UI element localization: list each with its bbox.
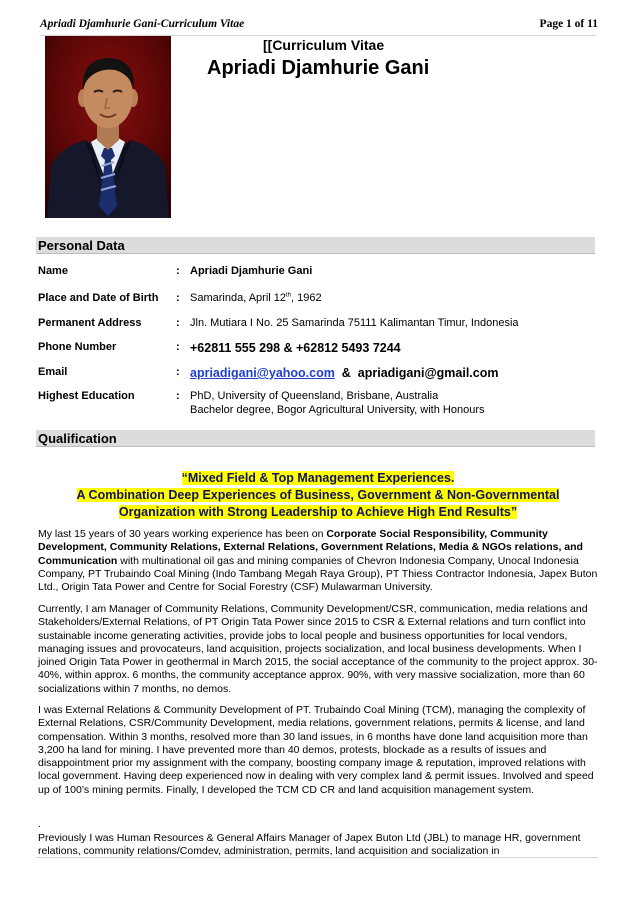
slogan-line-2	[38, 488, 598, 502]
page-number: Page 1 of 11	[539, 18, 598, 30]
colon-separator: :	[176, 366, 180, 378]
colon-separator: :	[176, 317, 180, 329]
slogan-text-3: Organization with Strong Leadership to Achieve High End Results”	[118, 505, 518, 519]
email-label: Email	[38, 366, 68, 378]
education-degree-2: Bachelor degree, Bogor Agricultural University, with Honours	[190, 404, 485, 416]
paragraph-companies: with multinational oil gas and mining companies of Chevron Indonesia Company, Unocal Indonesia Company, PT Trubaindo Coal Mining (Indo Tambang Megah Raya Group), PT Thiess Contractor Indonesia, Japex Buton Ltd., Origin Tata Power and Centre for Social Forestry (CSF) Mulawarman University.	[38, 554, 598, 594]
address-label: Permanent Address	[38, 317, 142, 329]
colon-separator: :	[176, 390, 180, 402]
paragraph-japex-role: Previously I was Human Resources & General Affairs Manager of Japex Buton Ltd (JBL) to manage HR, government relations, community relations/Comdev, administration, permits, land acquisition and socialization in	[38, 832, 581, 858]
paragraph-experience-summary	[38, 528, 600, 594]
education-degree-1: PhD, University of Queensland, Brisbane, Australia	[190, 390, 439, 402]
birth-value	[190, 292, 322, 304]
slogan-line-1	[38, 471, 598, 485]
name-label: Name	[38, 265, 68, 277]
address-value: Jln. Mutiara I No. 25 Samarinda 75111 Kalimantan Timur, Indonesia	[190, 317, 519, 329]
name-value: Apriadi Djamhurie Gani	[190, 265, 313, 277]
candidate-name: Apriadi Djamhurie Gani	[207, 57, 430, 79]
birth-value-year: , 1962	[291, 292, 322, 304]
portrait-illustration	[45, 36, 171, 218]
birth-value-main: Samarinda, April 12	[190, 292, 286, 304]
paragraph-tcm-role: I was External Relations & Community Development of PT. Trubaindo Coal Mining (TCM), managing the complexity of External Relations, CSR/Community Development, media relations, government relations, permits & license, and land compensation. Within 3 months, resolved more than 30 land issues, in 6 months have done land acquisition more than 3,200 ha land for mining. I have prevented more than 40 demos, protests, blockade as a results of issues and disappointment prior my assignment with the company, boosting company image & reputation, improved relations with local government. Having deep experienced now in dealing with very complex land & permit issues. Involved and speed up of 100’s mining permits. Finally, I developed the TCM CD CR and land acquisition management system.	[38, 704, 594, 796]
slogan-line-3	[38, 505, 598, 519]
running-title: Apriadi Djamhurie Gani-Curriculum Vitae	[40, 18, 245, 30]
colon-separator: :	[176, 292, 180, 304]
education-label: Highest Education	[38, 390, 135, 402]
birth-value-ordinal: th	[286, 292, 292, 299]
section-qualification: Qualification	[36, 430, 595, 447]
footer-divider	[36, 857, 598, 858]
colon-separator: :	[176, 265, 180, 277]
paragraph-separator-dot: .	[38, 818, 41, 830]
running-header	[40, 18, 598, 34]
colon-separator: :	[176, 341, 180, 353]
birth-label: Place and Date of Birth	[38, 292, 159, 304]
paragraph-current-role: Currently, I am Manager of Community Relations, Community Development/CSR, communication, media relations and Stakeholders/External Relations, of PT Origin Tata Power since 2015 to CSR & External relations and turn conflict into sustainable income generating activities, provide jobs to local people and business opportunities for local vendors, managing issues and provocateurs, land acquisition, projects socialization, and local business developments. When I joined Origin Tata Power in geothermal in March 2015, the social acceptance of the community to the project approx. 30-40%, within approx. 6 months, the community acceptance approx. 90%, with very massive socialization, more than 60 socializations within 7 months, no demos.	[38, 603, 598, 695]
slogan-text-1: “Mixed Field & Top Management Experiences.	[181, 471, 455, 485]
profile-photo	[45, 36, 171, 218]
email-link-primary[interactable]: apriadigani@yahoo.com	[190, 366, 335, 380]
section-personal-data: Personal Data	[36, 237, 595, 254]
phone-label: Phone Number	[38, 341, 117, 353]
paragraph-expertise-areas: Corporate Social Responsibility, Community Development, Community Relations, External Relations, Government Relations, Media & NGOs relations, and Communication	[38, 528, 583, 567]
email-secondary: apriadigani@gmail.com	[357, 366, 499, 380]
email-value	[190, 366, 498, 380]
phone-value: +62811 555 298 & +62812 5493 7244	[190, 341, 401, 355]
slogan-text-2: A Combination Deep Experiences of Business, Government & Non-Governmental	[76, 488, 560, 502]
email-separator: &	[334, 366, 358, 380]
paragraph-intro: My last 15 years of 30 years working experience has been on	[38, 528, 327, 540]
document-heading: [[Curriculum Vitae	[263, 37, 385, 53]
